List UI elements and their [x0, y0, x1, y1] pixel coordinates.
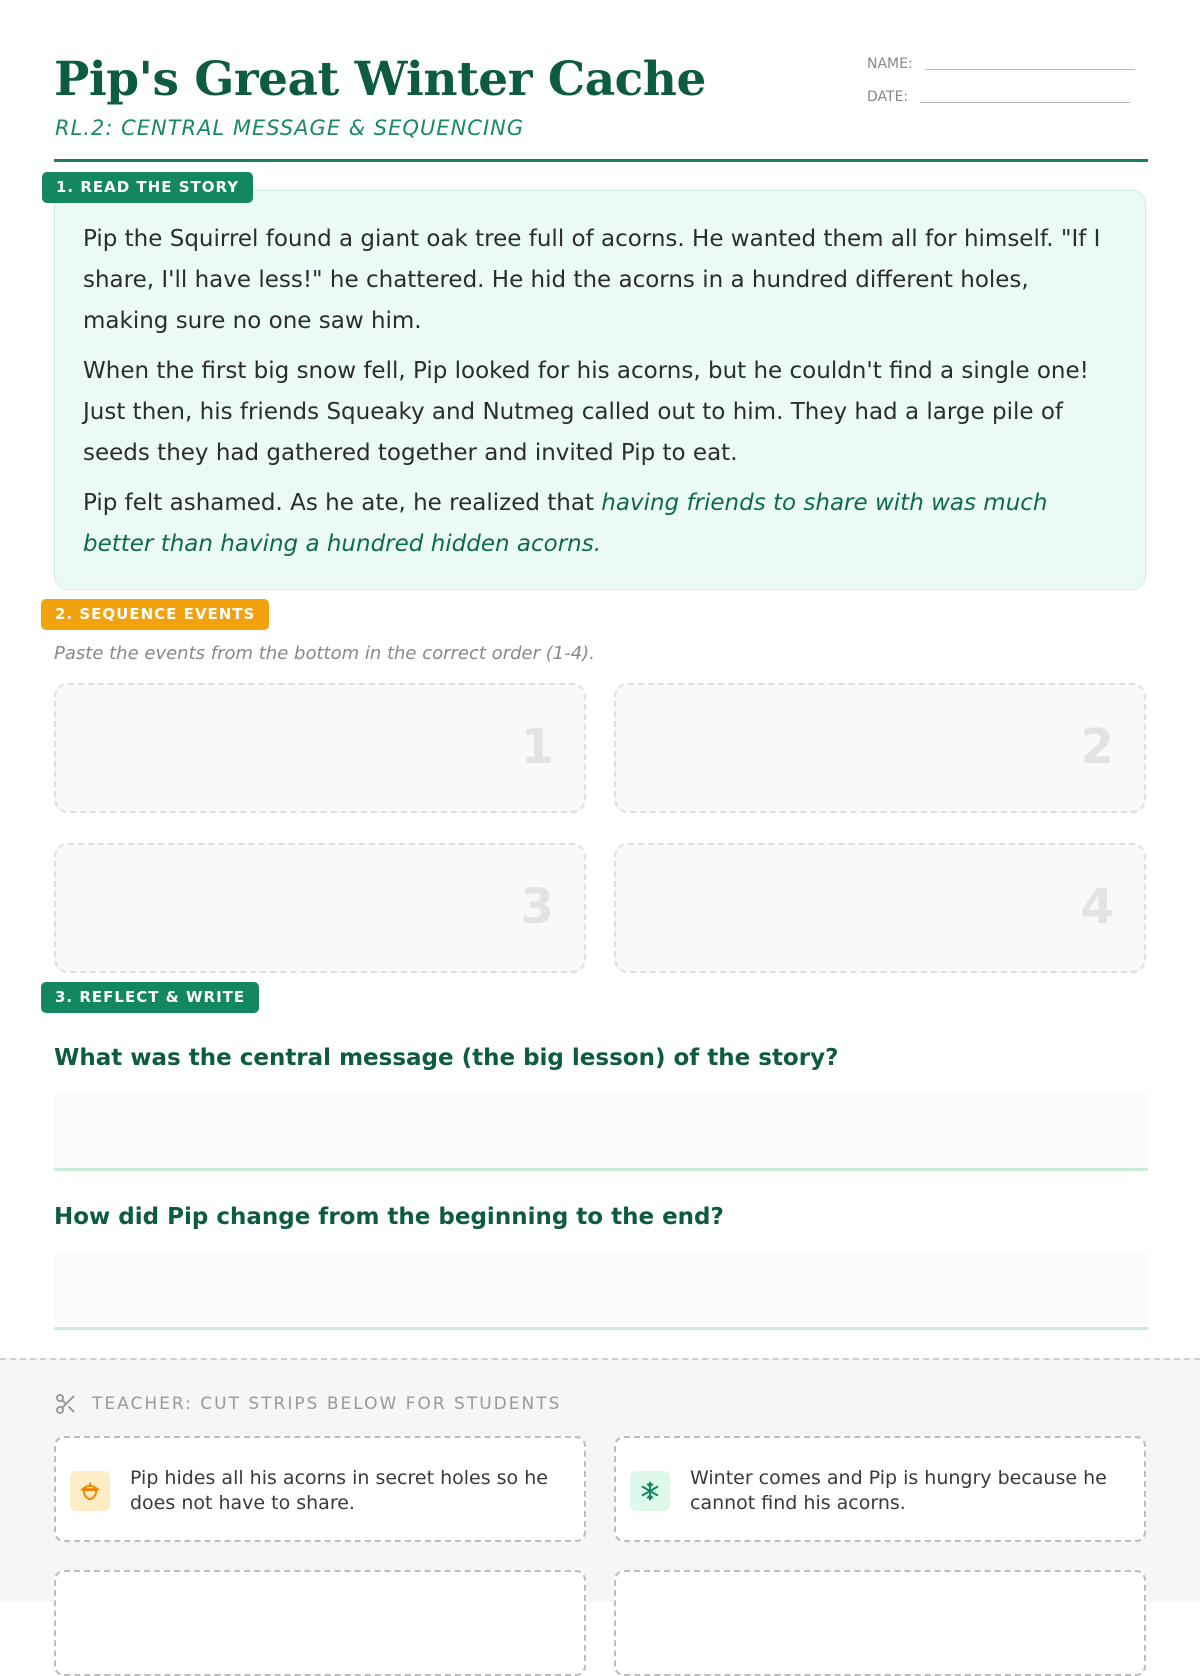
header-divider — [54, 159, 1148, 162]
cutout-section — [0, 1358, 1200, 1602]
worksheet-header — [54, 52, 1148, 162]
section-sequence-tag: 2. SEQUENCE EVENTS — [41, 599, 269, 630]
story-moral: having friends to share with was much better than having a hundred hidden acorns. — [83, 490, 1048, 557]
sequence-slot[interactable] — [54, 843, 586, 973]
sequence-slot[interactable] — [614, 683, 1146, 813]
section-reflect-tag: 3. REFLECT & WRITE — [41, 982, 259, 1013]
slot-number: 1 — [520, 719, 554, 775]
name-line[interactable] — [925, 69, 1135, 70]
story-paragraph-3-text: Pip felt ashamed. As he ate, he realized that — [83, 490, 602, 516]
section-read-tag: 1. READ THE STORY — [42, 172, 253, 203]
name-label: NAME: — [867, 56, 913, 72]
sequence-slot[interactable] — [54, 683, 586, 813]
story-paragraph-3 — [83, 483, 1115, 565]
question-central-message: What was the central message (the big lesson) of the story? — [54, 1045, 839, 1071]
strip-text: Winter comes and Pip is hungry because he cannot find his acorns. — [690, 1467, 1107, 1514]
answer-field-central-message[interactable] — [54, 1093, 1148, 1171]
sequence-slot[interactable] — [614, 843, 1146, 973]
story-paragraph-2: When the first big snow fell, Pip looked for his acorns, but he couldn't find a single one! Just then, his friends Squeaky and Nutmeg called out to him. They had a large pile of seeds they had gathered together and invited Pip to eat. — [83, 358, 1089, 466]
acorn-icon — [70, 1471, 110, 1511]
cutout-strip[interactable] — [54, 1436, 586, 1542]
sequence-instructions: Paste the events from the bottom in the correct order (1-4). — [54, 643, 595, 664]
cutout-strip[interactable] — [614, 1436, 1146, 1542]
scissors-icon — [54, 1392, 78, 1416]
date-line[interactable] — [920, 102, 1130, 103]
strip-text: Pip hides all his acorns in secret holes so he does not have to share. — [130, 1467, 548, 1514]
cutout-label-text: TEACHER: CUT STRIPS BELOW FOR STUDENTS — [92, 1394, 562, 1414]
date-label: DATE: — [867, 89, 909, 105]
date-field[interactable] — [867, 89, 1130, 105]
name-field[interactable] — [867, 56, 1135, 72]
page-subtitle: RL.2: CENTRAL MESSAGE & SEQUENCING — [55, 116, 525, 140]
answer-field-pip-change[interactable] — [54, 1252, 1148, 1330]
slot-number: 2 — [1080, 719, 1114, 775]
slot-number: 3 — [520, 879, 554, 935]
cutout-strip[interactable] — [54, 1570, 586, 1676]
slot-number: 4 — [1080, 879, 1114, 935]
story-paragraph-1: Pip the Squirrel found a giant oak tree full of acorns. He wanted them all for himself. "If I share, I'll have less!" he chattered. He hid the acorns in a hundred different holes, making sure no one saw him. — [83, 226, 1101, 334]
cutout-label — [54, 1392, 561, 1416]
cutout-strip[interactable] — [614, 1570, 1146, 1676]
page-title: Pip's Great Winter Cache — [54, 52, 706, 107]
snowflake-icon — [630, 1471, 670, 1511]
question-pip-change: How did Pip change from the beginning to the end? — [54, 1204, 724, 1230]
story-box — [54, 190, 1146, 590]
